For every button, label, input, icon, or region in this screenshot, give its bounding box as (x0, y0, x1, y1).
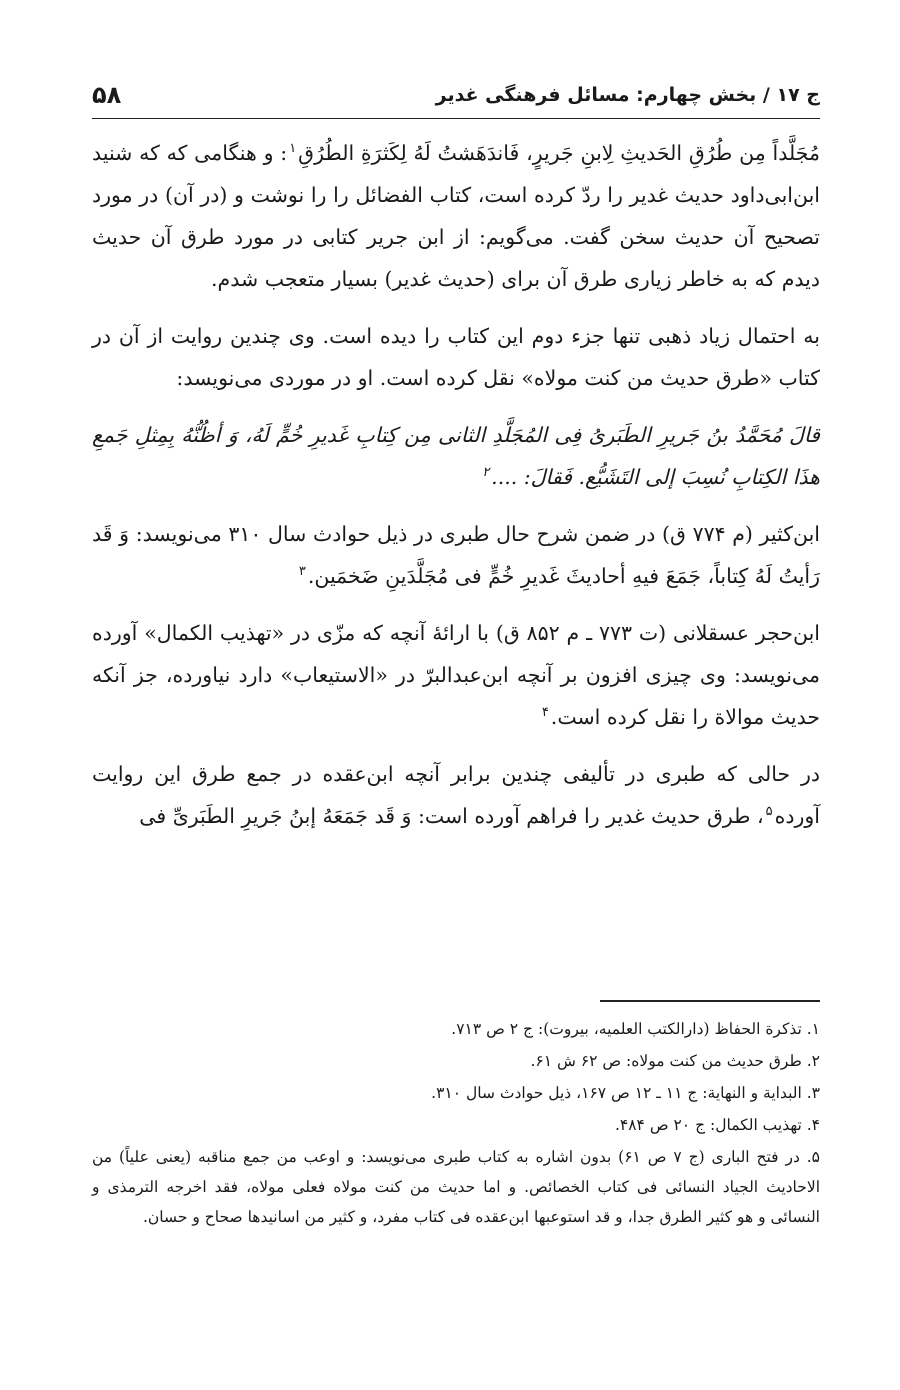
footnote-ref-2[interactable]: ۲ (482, 465, 490, 481)
paragraph-4 (92, 513, 820, 597)
arabic-quote-paragraph (92, 414, 820, 498)
footnote-2: ۲. طرق حدیث من کنت مولاه: ص ۶۲ ش ۶۱. (530, 1052, 820, 1070)
footnote-divider (600, 1000, 820, 1002)
footnote-ref-3[interactable]: ۳ (298, 564, 306, 580)
paragraph-2 (92, 315, 820, 399)
paragraph-text: به احتمال زیاد ذهبی تنها جزء دوم این کتاب را دیده است. وی چندین روایت از آن در کتاب «طرق حدیث من کنت مولاه» نقل کرده است. او در موردی می‌نویسد: (92, 324, 820, 390)
footnote-4: ۴. تهذیب الکمال: ج ۲۰ ص ۴۸۴. (614, 1116, 820, 1134)
body-text (92, 132, 820, 852)
arabic-quote: قالَ مُحَمَّدُ بنُ جَریرِ الطَبَریُ فِی المُجَلَّدِ الثانی مِن کِتابِ غَدیرِ خُمٍّ لَهُ، وَ أظُنُّهُ بِمِثلِ جَمعِ هذَا الکِتابِ نُسِبَ إلی التَشَیُّع. فَقالَ: .... (92, 423, 820, 489)
paragraph-text: در حالی که طبری در تألیفی چندین برابر آنچه ابن‌عقده در جمع طرق این روایت آورده (92, 762, 820, 828)
page-number: ۵۸ (92, 81, 122, 109)
paragraph-6 (92, 753, 820, 837)
footnote-ref-4[interactable]: ۴ (541, 705, 549, 721)
footnote-5: ۵. در فتح الباری (ج ۷ ص ۶۱) بدون اشاره به کتاب طبری می‌نویسد: و اوعب من جمع مناقبه (یعنی علیاً) من الاحادیث الجیاد النسائی فی کتاب الخصائص. و اما حدیث من کنت مولاه فعلی مولاه، فقد اخرجه الترمذی و النسائی و هو کثیر الطرق جدا، و قد استوعبها ابن‌عقده فی کتاب مفرد، و کثیر من اسانیدها صحاح و حسان. (92, 1148, 820, 1226)
running-title: ج ۱۷ / بخش چهارم: مسائل فرهنگی غدیر (435, 84, 820, 106)
paragraph-1 (92, 132, 820, 300)
paragraph-text: ابن‌کثیر (م ۷۷۴ ق) در ضمن شرح حال طبری در ذیل حوادث سال ۳۱۰ می‌نویسد: وَ قَد رَأیتُ لَهُ کِتاباً، جَمَعَ فیهِ أحادیثَ غَدیرِ خُمٍّ فی مُجَلَّدَینِ ضَخمَین. (92, 522, 820, 588)
footnote-1: ۱. تذکرة الحفاظ (دارالکتب العلمیه، بیروت): ج ۲ ص ۷۱۳. (451, 1020, 820, 1038)
paragraph-5 (92, 612, 820, 738)
footnote-3: ۳. البدایة و النهایة: ج ۱۱ ـ ۱۲ ص ۱۶۷، ذیل حوادث سال ۳۱۰. (431, 1084, 820, 1102)
arabic-quote: مُجَلَّداً مِن طُرُقِ الحَدیثِ لِابنِ جَریرٍ، فَاندَهَشتُ لَهُ لِکَثرَةِ الطُرُقِ (298, 141, 820, 165)
paragraph-text: ، طرق حدیث غدیر را فراهم آورده است: وَ قَد جَمَعَهُ إبنُ جَریرِ الطَبَریِّ فی (139, 804, 764, 828)
paragraph-text: ابن‌حجر عسقلانی (ت ۷۷۳ ـ م ۸۵۲ ق) با ارائهٔ آنچه که مزّی در «تهذیب الکمال» آورده می‌نویسد: وی چیزی افزون بر آنچه ابن‌عبدالبرّ در «الاستیعاب» دارد نیاورده، جز آنکه حدیث موالاة را نقل کرده است. (92, 621, 821, 729)
paragraph-text: : و هنگامی که که شنید ابن‌ابی‌داود حدیث غدیر را ردّ کرده است، کتاب الفضائل را را نوشت و (در آن) در مورد تصحیح آن حدیث سخن گفت. می‌گویم: از ابن جریر کتابی در مورد طرق آن حدیث دیدم که به خاطر زیاری طرق آن برای (حدیث غدیر) بسیار متعجب شدم. (92, 141, 820, 291)
footnotes (92, 1014, 820, 1234)
page-header (92, 72, 820, 119)
footnote-ref-1[interactable]: ۱ (289, 141, 297, 157)
footnote-ref-5[interactable]: ۵ (765, 804, 773, 820)
